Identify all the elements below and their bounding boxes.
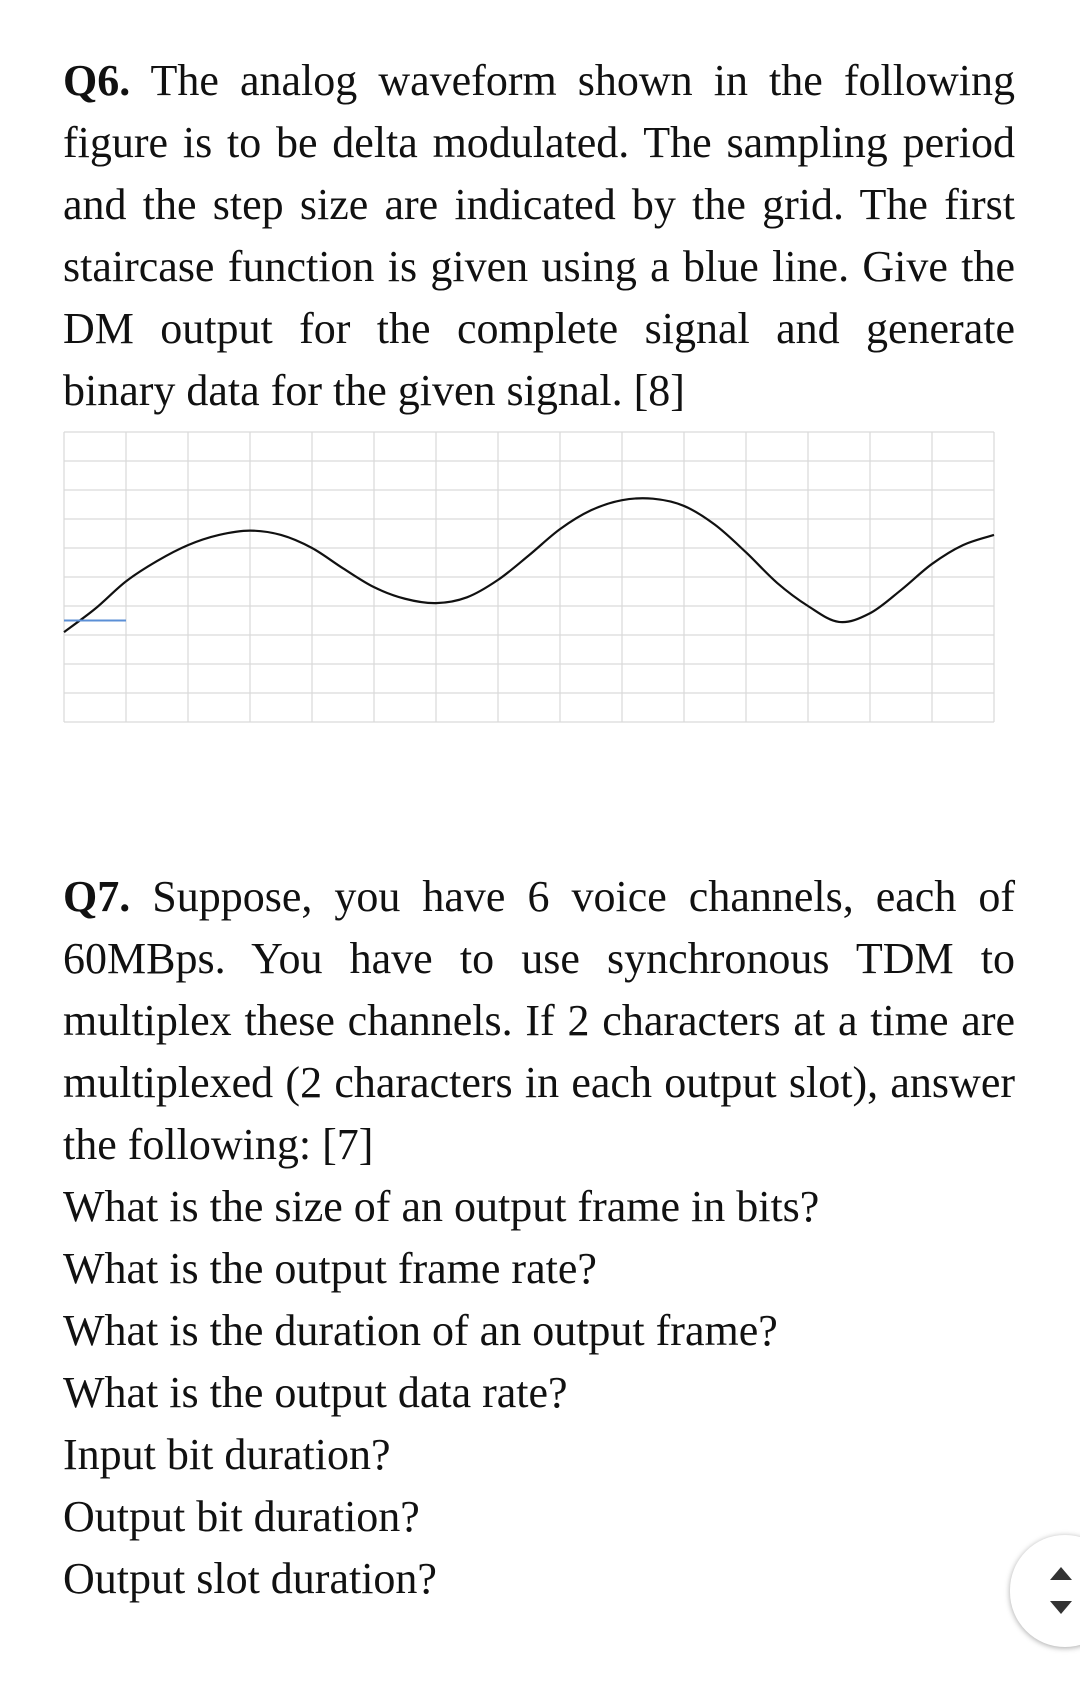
q7-subquestion-input-bit-duration: Input bit duration? [63,1430,391,1479]
q7-subquestion-output-bit-duration: Output bit duration? [63,1492,420,1541]
question-6-number: Q6. [63,56,131,105]
q7-subquestion-frame-rate: What is the output frame rate? [63,1244,597,1293]
question-7-text: Suppose, you have 6 voice channels, each of 60MBps. You have to use synchronous TDM to multiplex these channels. If 2 characters at a time are multiplexed (2 characters in each output slot), answer the following: [7] [63,872,1015,1169]
q7-subquestion-output-slot-duration: Output slot duration? [63,1554,437,1603]
arrow-up-icon [1050,1567,1072,1580]
question-6-text: The analog waveform shown in the following figure is to be delta modulated. The sampling period and the step size are indicated by the grid. The first staircase function is given using a blue line. Give the DM output for the complete signal and generate binary data for the given signal. [8] [63,56,1015,415]
scroll-arrows-button[interactable] [1010,1535,1080,1647]
arrow-down-icon [1050,1601,1072,1614]
figure-grid [64,432,994,722]
question-7 [63,866,1015,1176]
waveform-figure [60,428,1010,728]
q7-subquestion-frame-size: What is the size of an output frame in bits? [63,1182,820,1231]
analog-waveform [64,498,994,632]
question-6 [63,50,1015,422]
question-7-number: Q7. [63,872,131,921]
q7-subquestion-frame-duration: What is the duration of an output frame? [63,1306,778,1355]
q7-subquestion-data-rate: What is the output data rate? [63,1368,568,1417]
